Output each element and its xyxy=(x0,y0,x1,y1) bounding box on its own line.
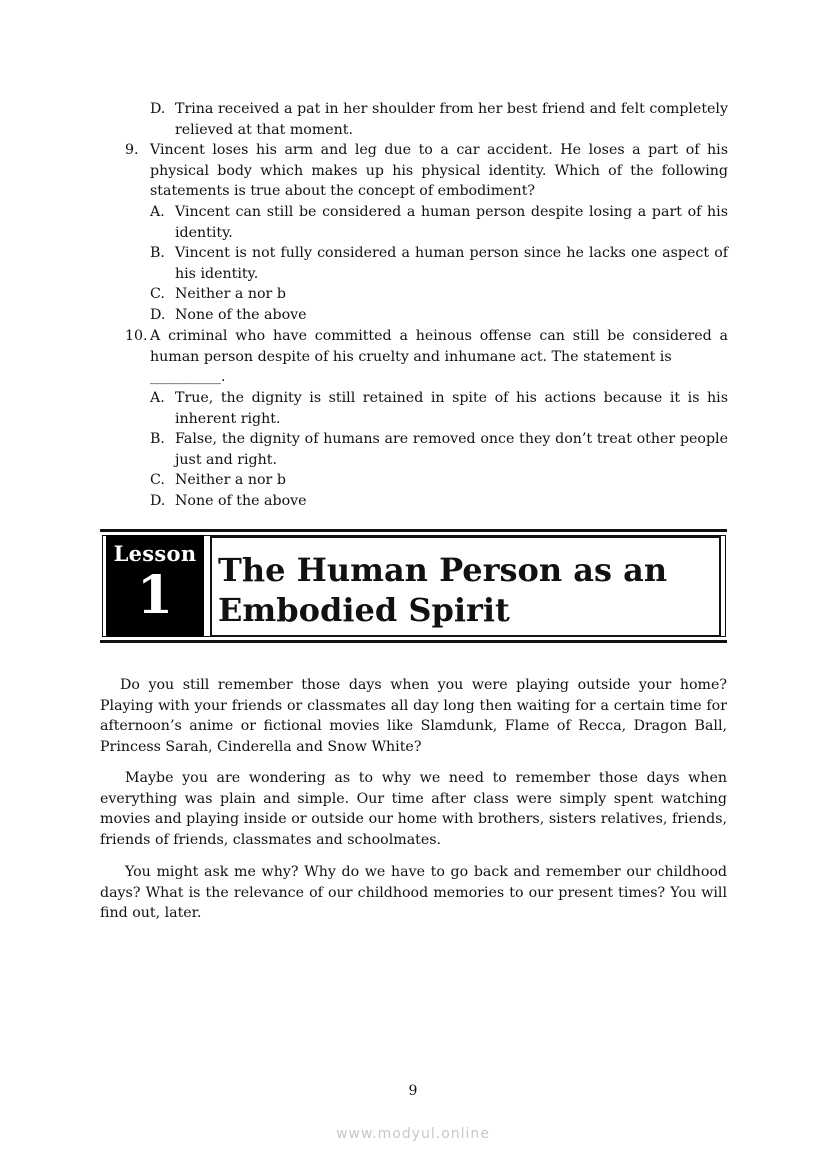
question-number: 9. xyxy=(125,142,139,158)
lesson-number: 1 xyxy=(136,565,174,626)
q9-option-a xyxy=(150,202,728,243)
option-text: Vincent can still be considered a human person despite losing a part of his identity. xyxy=(175,204,728,241)
watermark: www.modyul.online xyxy=(336,1126,490,1142)
lesson-label: Lesson xyxy=(113,541,197,566)
option-label: A. xyxy=(150,390,165,406)
lesson-number-box xyxy=(106,535,204,637)
option-text: Neither a nor b xyxy=(175,472,286,488)
lesson-title-line-1: The Human Person as an xyxy=(218,551,668,589)
option-label: D. xyxy=(150,493,166,509)
question-number: 10. xyxy=(125,328,148,344)
option-label: D. xyxy=(150,101,166,117)
option-text: None of the above xyxy=(175,493,307,509)
lesson-title-line-2: Embodied Spirit xyxy=(218,591,510,629)
answer-blank: __________. xyxy=(150,369,226,385)
option-text: Vincent is not fully considered a human person since he lacks one aspect of his identity. xyxy=(175,245,728,282)
option-label: B. xyxy=(150,245,165,261)
question-stem: A criminal who have committed a heinous offense can still be considered a human person despite of his cruelty and inhumane act. The statement is xyxy=(150,328,728,365)
paragraph-2: Maybe you are wondering as to why we need to remember those days when everything was plain and simple. Our time after class were simply spent watching movies and playing inside or outside our home with brothers, sisters relatives, friends, friends of friends, classmates and schoolmates. xyxy=(100,770,727,848)
question-stem: Vincent loses his arm and leg due to a car accident. He loses a part of his physical body which makes up his physical identity. Which of the following statements is true about the concept of embodiment? xyxy=(150,142,728,200)
paragraph-1: Do you still remember those days when you were playing outside your home? Playing with your friends or classmates all day long then waiting for a certain time for afternoon’s anime or fictional movies like Slamdunk, Flame of Recca, Dragon Ball, Princess Sarah, Cinderella and Snow White? xyxy=(100,677,727,755)
q10-option-b xyxy=(150,429,728,470)
question-10-blank xyxy=(150,367,728,388)
option-text: True, the dignity is still retained in spite of his actions because it is his inherent right. xyxy=(175,390,728,427)
option-text: False, the dignity of humans are removed once they don’t treat other people just and right. xyxy=(175,431,728,468)
option-label: C. xyxy=(150,472,165,488)
option-text: None of the above xyxy=(175,307,307,323)
q8-option-d xyxy=(150,99,728,140)
q9-option-b xyxy=(150,243,728,284)
option-label: D. xyxy=(150,307,166,323)
option-text: Trina received a pat in her shoulder from her best friend and felt completely relieved at that moment. xyxy=(175,101,728,138)
q10-option-a xyxy=(150,388,728,429)
option-label: A. xyxy=(150,204,165,220)
option-label: C. xyxy=(150,286,165,302)
q9-option-d xyxy=(150,305,728,326)
lesson-title xyxy=(218,550,667,630)
q9-option-c xyxy=(150,284,728,305)
question-9 xyxy=(125,140,728,202)
q10-option-c xyxy=(150,470,728,491)
option-label: B. xyxy=(150,431,165,447)
page-number: 9 xyxy=(408,1083,418,1099)
paragraph-3: You might ask me why? Why do we have to go back and remember our childhood days? What is the relevance of our childhood memories to our present times? You will find out, later. xyxy=(100,864,727,922)
question-10 xyxy=(125,326,728,367)
option-text: Neither a nor b xyxy=(175,286,286,302)
lesson-title-box xyxy=(210,536,721,637)
q10-option-d xyxy=(150,491,728,512)
